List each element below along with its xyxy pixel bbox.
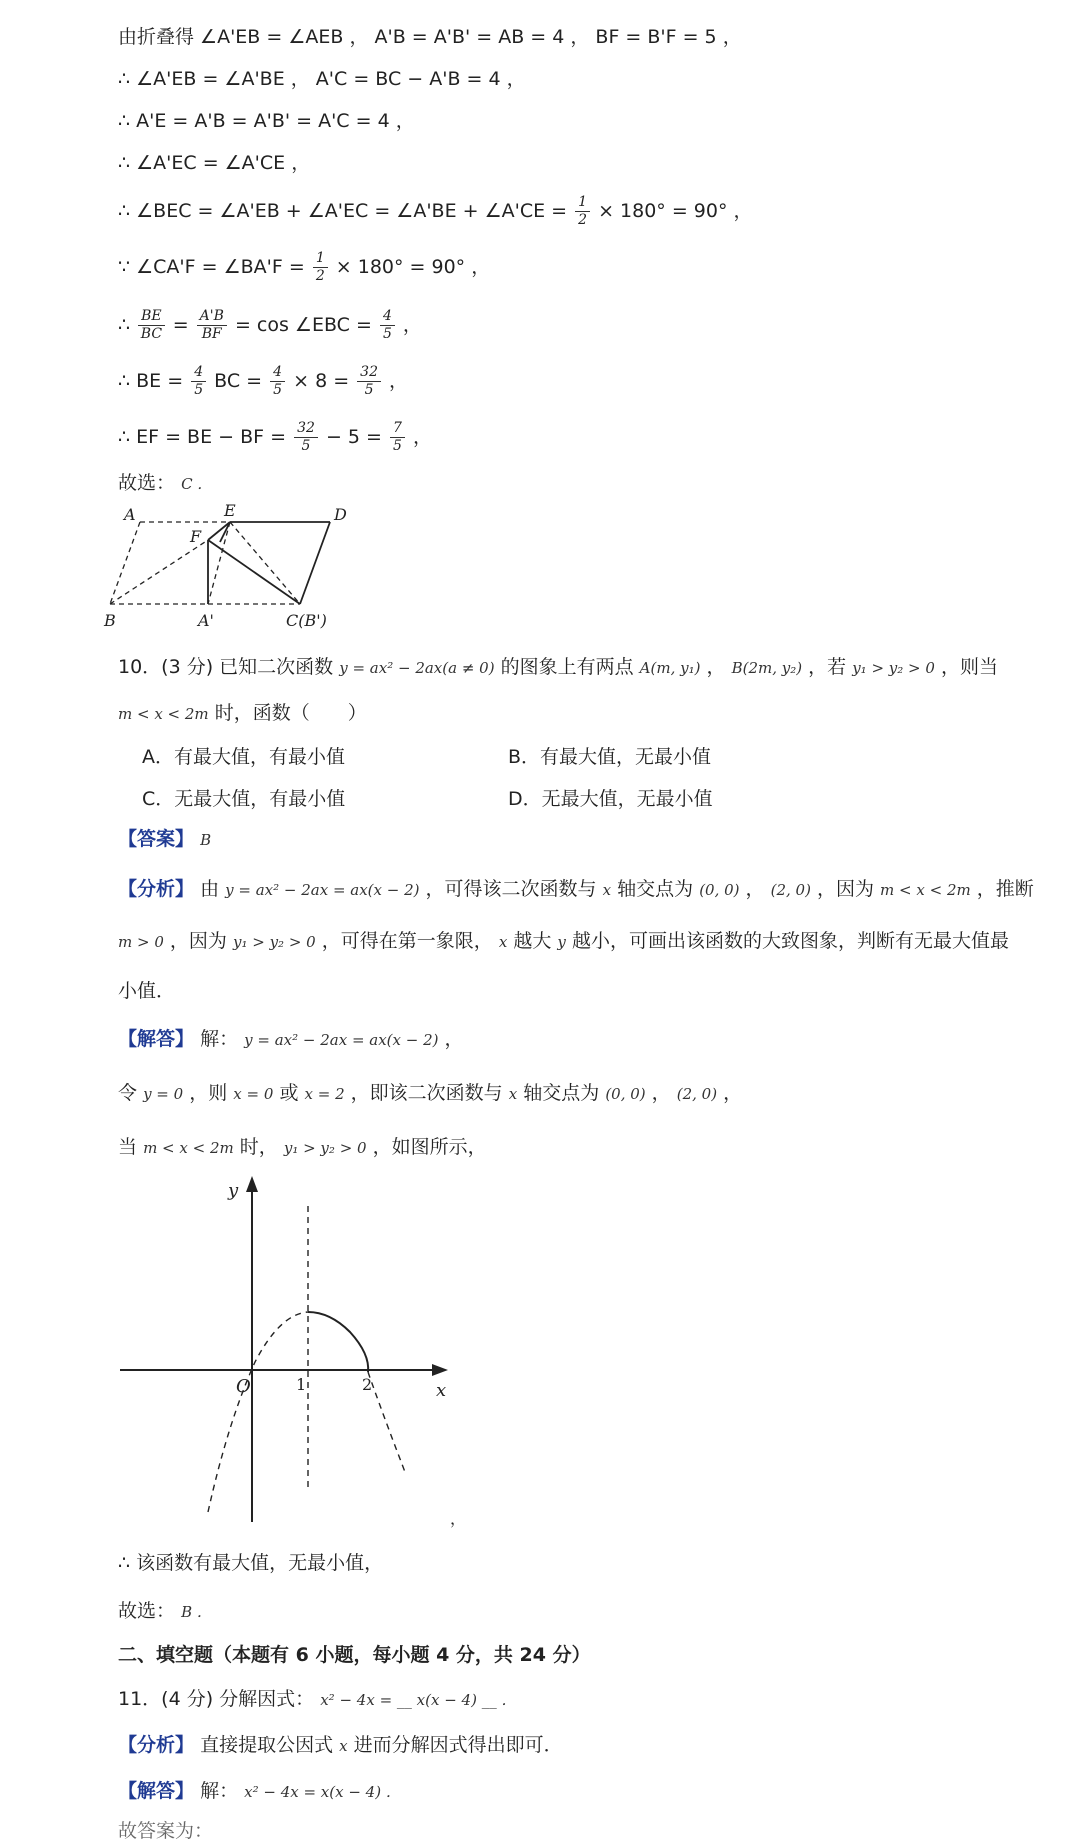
text-part: 由	[200, 878, 220, 900]
text-line	[118, 194, 753, 229]
parabola-figure	[110, 1172, 470, 1532]
text-part: ∴	[118, 314, 131, 336]
text-part: ，可得在第一象限，	[321, 930, 493, 952]
option-b: B．有最大值，无最小值	[508, 746, 712, 768]
math-expr: (2, 0)	[676, 1085, 718, 1103]
parabola-solid-arc	[308, 1312, 368, 1372]
math-expr: x	[498, 933, 508, 951]
math-expr: m < x < 2m	[118, 705, 209, 723]
text-part: 解：	[200, 1780, 239, 1802]
answer-line	[118, 826, 211, 853]
angle-sum-statement: ∴ ∠BEC = ∠A'EB + ∠A'EC = ∠A'BE + ∠A'CE =	[118, 200, 568, 222]
text-part: ∴ 该函数有最大值，无最小值，	[118, 1552, 384, 1574]
text-part: 11．(4 分) 分解因式：	[118, 1688, 315, 1710]
text-part: 故选：	[118, 1600, 176, 1622]
label-f: F	[190, 527, 202, 546]
tick-2-label: 2	[362, 1375, 373, 1394]
text-part: ，	[412, 426, 432, 448]
text-part: BC =	[214, 370, 263, 392]
text-part: 的图象上有两点	[500, 656, 634, 678]
math-expr: x	[508, 1085, 518, 1103]
label-b: B	[104, 611, 116, 630]
answer-tag: 【答案】	[118, 828, 195, 850]
segment-bf-dashed	[110, 540, 208, 604]
segment-ea2-dashed	[208, 522, 230, 604]
math-expr: x	[602, 881, 612, 899]
text-part: ，可得该二次函数与	[425, 878, 597, 900]
origin-label: O	[236, 1376, 251, 1397]
math-expr: x	[339, 1737, 348, 1755]
text-part: ∴ EF = BE − BF =	[118, 426, 287, 448]
text-part: = cos ∠EBC =	[234, 314, 372, 336]
y-label: y	[228, 1180, 239, 1201]
segment-ab-dashed	[110, 522, 140, 604]
solution-line-1	[118, 1026, 464, 1053]
text-line	[118, 470, 212, 497]
label-d: D	[334, 505, 347, 524]
y-axis-arrow	[246, 1176, 258, 1192]
trailing-comma: ，	[450, 1509, 467, 1528]
text-line	[118, 364, 408, 399]
geometry-figure	[104, 501, 370, 632]
math-expr: y₁ > y₂ > 0	[852, 659, 935, 677]
text-part: × 8 =	[293, 370, 350, 392]
text-part: − 5 =	[325, 426, 382, 448]
math-expr: y = 0	[143, 1085, 184, 1103]
q11-solution-line	[118, 1778, 401, 1805]
text-part: 小值．	[118, 980, 176, 1002]
right-angle-statement: ∵ ∠CA'F = ∠BA'F =	[118, 256, 305, 278]
math-expr: (2, 0)	[770, 881, 811, 899]
question-10-stem-2	[118, 700, 367, 727]
math-expr: y	[557, 933, 566, 951]
text-line	[118, 108, 415, 134]
math-expr: (0, 0)	[605, 1085, 646, 1103]
option-a: A．有最大值，有最小值	[142, 746, 345, 768]
analysis-line-1: 【分析】 由 y = ax² − 2ax = ax(x − 2) ，可得该二次函数与 x 轴交点为 (0, 0) ， (2, 0) ，因为 m < x < 2m ，推断	[118, 878, 1034, 900]
text-part: 或	[279, 1082, 299, 1104]
text-line	[118, 150, 310, 176]
question-10-stem: 10．(3 分) 已知二次函数 y = ax² − 2ax(a ≠ 0) 的图象上有两点 A(m, y₁) ， B(2m, y₂) ，若 y₁ > y₂ > 0 ，则当	[118, 656, 998, 678]
cut-off-line: 故答案为：	[118, 1820, 214, 1842]
math-expr: B(2m, y₂)	[731, 659, 803, 677]
text-part: 令	[118, 1082, 138, 1104]
text-part: ，如图所示，	[372, 1136, 487, 1158]
text-part: ，	[723, 1082, 743, 1104]
math-expr: y₁ > y₂ > 0	[232, 933, 316, 951]
text-part: × 180° = 90° ，	[598, 200, 753, 222]
answer-value: C ．	[181, 475, 213, 493]
angle-statement: ∴ ∠A'EB = ∠A'BE ， A'C = BC − A'B = 4 ，	[118, 68, 526, 90]
label-c-bprime: C(B')	[286, 611, 327, 630]
answer-value: B	[200, 831, 212, 849]
text-part: 越小，可画出该函数的大致图象，判断有无最大值最	[571, 930, 1009, 952]
section-2-title: 二、填空题（本题有 6 小题，每小题 4 分，共 24 分）	[118, 1644, 591, 1666]
fraction: $\frac{4}{5}$	[191, 364, 206, 399]
math-expr: y = ax² − 2ax = ax(x − 2)	[225, 881, 420, 899]
solution-line-2: 令 y = 0 ，则 x = 0 或 x = 2 ，即该二次函数与 x 轴交点为 (0, 0) ， (2, 0) ，	[118, 1082, 743, 1104]
text-line	[118, 24, 742, 50]
length-statement: ∴ A'E = A'B = A'B' = A'C = 4 ，	[118, 110, 415, 132]
text-part: 当	[118, 1136, 138, 1158]
math-expr: y = ax² − 2ax = ax(x − 2)	[244, 1031, 439, 1049]
text-part: ，	[402, 314, 422, 336]
text-part: 解：	[200, 1028, 239, 1050]
text-part: 时，	[239, 1136, 278, 1158]
tick-1-label: 1	[296, 1375, 307, 1394]
fold-statement: 由折叠得 ∠A'EB = ∠AEB ， A'B = A'B' = AB = 4 ， BF = B'F = 5 ，	[118, 26, 742, 48]
label-a: A	[124, 505, 136, 524]
text-line: ∴ $\frac{BE}{BC}$ = $\frac{A'B}{BF}$ = cos ∠EBC = $\frac{4}{5}$ ，	[118, 308, 422, 342]
fraction: $\frac{1}{2}$	[313, 250, 328, 285]
text-part: ，即该二次函数与	[350, 1082, 503, 1104]
q11-analysis-line	[118, 1732, 563, 1759]
math-expr: (0, 0)	[699, 881, 740, 899]
math-expr: m > 0	[118, 933, 164, 951]
text-line	[118, 66, 526, 92]
math-expr: m < x < 2m	[880, 881, 971, 899]
text-part: ，	[444, 1028, 464, 1050]
text-part: × 180° = 90° ，	[335, 256, 491, 278]
fraction: $\frac{4}{5}$	[270, 364, 285, 399]
text-line	[118, 250, 490, 285]
option-c: C．无最大值，有最小值	[142, 788, 346, 810]
text-part: 直接提取公因式	[200, 1734, 334, 1756]
text-part: ，因为	[816, 878, 874, 900]
option-d: D．无最大值，无最小值	[508, 788, 713, 810]
analysis-line-2	[118, 928, 1009, 955]
text-part: ，则	[189, 1082, 228, 1104]
analysis-tag: 【分析】	[118, 878, 195, 900]
x-axis-arrow	[432, 1364, 448, 1376]
label-a-prime: A'	[198, 611, 214, 630]
fraction: $\frac{BE}{BC}$	[138, 308, 165, 343]
solution-tag: 【解答】	[118, 1780, 195, 1802]
text-part: 轴交点为	[617, 878, 694, 900]
text-part: ，因为	[169, 930, 227, 952]
x-label: x	[436, 1380, 447, 1401]
label-e: E	[224, 501, 236, 520]
math-expr: m < x < 2m	[143, 1139, 234, 1157]
math-expr: y = ax² − 2ax(a ≠ 0)	[339, 659, 495, 677]
segment-dc	[300, 522, 330, 604]
choose-line	[118, 1598, 212, 1625]
text-part: ，	[389, 370, 409, 392]
conclusion-line	[118, 1550, 383, 1576]
segment-ef	[208, 522, 230, 540]
solution-tag: 【解答】	[118, 1028, 195, 1050]
text-part: ，则当	[940, 656, 998, 678]
fraction: $\frac{7}{5}$	[390, 420, 405, 455]
analysis-tag: 【分析】	[118, 1734, 195, 1756]
text-part: 越大	[513, 930, 552, 952]
math-expr: y₁ > y₂ > 0	[283, 1139, 367, 1157]
text-part: 故选：	[118, 472, 176, 494]
math-expr: x² − 4x = __ x(x − 4) __ ．	[320, 1691, 517, 1709]
parabola-dashed-left	[208, 1312, 308, 1512]
text-part: 进而分解因式得出即可．	[353, 1734, 563, 1756]
question-11-stem	[118, 1686, 516, 1713]
text-part: ，推断	[976, 878, 1034, 900]
text-part: 轴交点为	[523, 1082, 600, 1104]
math-expr: x = 0	[233, 1085, 274, 1103]
fraction: $\frac{32}{5}$	[357, 364, 381, 399]
text-part: ，若	[808, 656, 847, 678]
math-expr: A(m, y₁)	[639, 659, 701, 677]
fraction: $\frac{32}{5}$	[294, 420, 318, 455]
parabola-dashed-right	[368, 1372, 405, 1472]
answer-value: B ．	[181, 1603, 212, 1621]
fraction: $\frac{1}{2}$	[575, 194, 590, 229]
solution-line-3	[118, 1134, 487, 1161]
text-part: ∴ BE =	[118, 370, 184, 392]
text-part: 时，函数（ ）	[214, 702, 367, 724]
math-expr: x² − 4x = x(x − 4) ．	[244, 1783, 401, 1801]
text-part: 10．(3 分) 已知二次函数	[118, 656, 334, 678]
fraction: $\frac{A'B}{BF}$	[197, 308, 227, 343]
text-line	[118, 420, 432, 455]
angle-equal-statement: ∴ ∠A'EC = ∠A'CE ，	[118, 152, 311, 174]
fraction: $\frac{4}{5}$	[380, 308, 395, 343]
analysis-line-3	[118, 978, 175, 1004]
math-expr: x = 2	[304, 1085, 345, 1103]
